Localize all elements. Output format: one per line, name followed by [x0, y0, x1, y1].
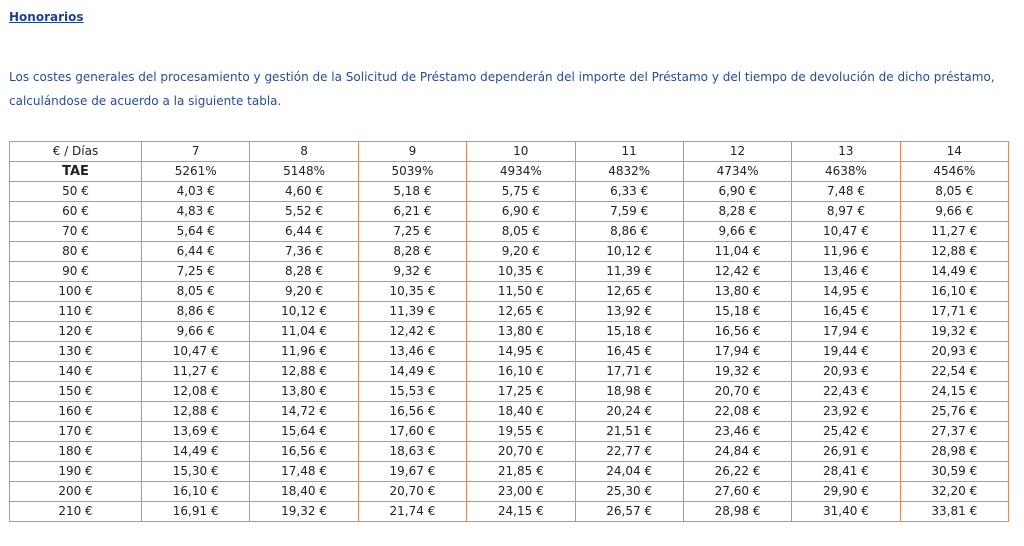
fee-cell: 13,92 € [575, 302, 683, 322]
fee-cell: 27,37 € [900, 422, 1008, 442]
fee-cell: 8,28 € [358, 242, 466, 262]
amount-cell: 190 € [10, 462, 142, 482]
table-row [10, 342, 1009, 362]
fees-table [9, 141, 1009, 522]
fee-cell: 31,40 € [792, 502, 900, 522]
fee-cell: 6,90 € [467, 202, 575, 222]
fee-cell: 25,30 € [575, 482, 683, 502]
table-row [10, 362, 1009, 382]
fee-cell: 8,97 € [792, 202, 900, 222]
fee-cell: 24,15 € [467, 502, 575, 522]
fee-cell: 24,84 € [683, 442, 791, 462]
fee-cell: 10,35 € [358, 282, 466, 302]
amount-cell: 150 € [10, 382, 142, 402]
fee-cell: 14,49 € [900, 262, 1008, 282]
fee-cell: 18,63 € [358, 442, 466, 462]
fee-cell: 13,69 € [142, 422, 250, 442]
amount-cell: 200 € [10, 482, 142, 502]
fee-cell: 5,18 € [358, 182, 466, 202]
tae-cell: 4546% [900, 162, 1008, 182]
fee-cell: 19,67 € [358, 462, 466, 482]
fee-cell: 7,36 € [250, 242, 358, 262]
table-row [10, 182, 1009, 202]
fee-cell: 16,10 € [900, 282, 1008, 302]
fee-cell: 15,53 € [358, 382, 466, 402]
table-row [10, 422, 1009, 442]
fee-cell: 12,88 € [900, 242, 1008, 262]
fee-cell: 10,12 € [575, 242, 683, 262]
table-row [10, 262, 1009, 282]
fee-cell: 17,71 € [575, 362, 683, 382]
fee-cell: 23,46 € [683, 422, 791, 442]
table-row [10, 462, 1009, 482]
days-header-row [10, 142, 1009, 162]
fee-cell: 15,18 € [683, 302, 791, 322]
fee-cell: 26,57 € [575, 502, 683, 522]
fee-cell: 13,80 € [683, 282, 791, 302]
tae-cell: 4934% [467, 162, 575, 182]
fee-cell: 10,35 € [467, 262, 575, 282]
fee-cell: 12,65 € [575, 282, 683, 302]
fee-cell: 11,27 € [900, 222, 1008, 242]
fee-cell: 10,47 € [142, 342, 250, 362]
fee-cell: 20,70 € [358, 482, 466, 502]
fee-cell: 8,05 € [142, 282, 250, 302]
fee-cell: 11,04 € [250, 322, 358, 342]
fee-cell: 11,96 € [250, 342, 358, 362]
fee-cell: 22,43 € [792, 382, 900, 402]
amount-cell: 50 € [10, 182, 142, 202]
fee-cell: 5,64 € [142, 222, 250, 242]
fee-cell: 20,24 € [575, 402, 683, 422]
tae-cell: 4734% [683, 162, 791, 182]
fee-cell: 17,60 € [358, 422, 466, 442]
fee-cell: 32,20 € [900, 482, 1008, 502]
fee-cell: 9,66 € [683, 222, 791, 242]
fee-cell: 14,95 € [467, 342, 575, 362]
fee-cell: 15,18 € [575, 322, 683, 342]
fee-cell: 6,90 € [683, 182, 791, 202]
fee-cell: 29,90 € [792, 482, 900, 502]
fee-cell: 30,59 € [900, 462, 1008, 482]
tae-cell: 5039% [358, 162, 466, 182]
fee-cell: 27,60 € [683, 482, 791, 502]
fee-cell: 21,74 € [358, 502, 466, 522]
fee-cell: 25,42 € [792, 422, 900, 442]
fee-cell: 11,04 € [683, 242, 791, 262]
fee-cell: 19,32 € [250, 502, 358, 522]
fee-cell: 20,70 € [683, 382, 791, 402]
fee-cell: 22,08 € [683, 402, 791, 422]
fee-cell: 8,05 € [900, 182, 1008, 202]
fee-cell: 19,44 € [792, 342, 900, 362]
tae-cell: 5261% [142, 162, 250, 182]
amount-cell: 210 € [10, 502, 142, 522]
fee-cell: 8,86 € [575, 222, 683, 242]
day-header: 11 [575, 142, 683, 162]
tae-label: TAE [10, 162, 142, 182]
amount-cell: 100 € [10, 282, 142, 302]
fee-cell: 5,75 € [467, 182, 575, 202]
fee-cell: 11,39 € [358, 302, 466, 322]
day-header: 12 [683, 142, 791, 162]
fee-cell: 16,91 € [142, 502, 250, 522]
fee-cell: 13,46 € [792, 262, 900, 282]
fee-cell: 6,44 € [250, 222, 358, 242]
fee-cell: 16,45 € [575, 342, 683, 362]
fee-cell: 17,71 € [900, 302, 1008, 322]
fee-cell: 26,22 € [683, 462, 791, 482]
table-row [10, 302, 1009, 322]
day-header: 9 [358, 142, 466, 162]
table-row [10, 222, 1009, 242]
fee-cell: 9,32 € [358, 262, 466, 282]
amount-cell: 60 € [10, 202, 142, 222]
day-header: 10 [467, 142, 575, 162]
amount-cell: 110 € [10, 302, 142, 322]
fee-cell: 9,20 € [467, 242, 575, 262]
day-header: 7 [142, 142, 250, 162]
fee-cell: 15,30 € [142, 462, 250, 482]
amount-cell: 180 € [10, 442, 142, 462]
fee-cell: 24,15 € [900, 382, 1008, 402]
fee-cell: 13,46 € [358, 342, 466, 362]
fee-cell: 9,20 € [250, 282, 358, 302]
fee-cell: 16,10 € [142, 482, 250, 502]
fee-cell: 25,76 € [900, 402, 1008, 422]
fee-cell: 19,32 € [900, 322, 1008, 342]
fee-cell: 6,44 € [142, 242, 250, 262]
table-row [10, 442, 1009, 462]
fee-cell: 20,70 € [467, 442, 575, 462]
amount-cell: 120 € [10, 322, 142, 342]
fee-cell: 12,88 € [142, 402, 250, 422]
fee-cell: 23,00 € [467, 482, 575, 502]
fee-cell: 12,65 € [467, 302, 575, 322]
fee-cell: 16,56 € [683, 322, 791, 342]
fee-cell: 17,94 € [792, 322, 900, 342]
intro-paragraph: Los costes generales del procesamiento y gestión de la Solicitud de Préstamo dependerán del importe del Préstamo y del tiempo de devolución de dicho préstamo, calculándose de acuerdo a la siguiente tabla. [9, 70, 995, 108]
fee-cell: 4,60 € [250, 182, 358, 202]
fee-cell: 6,21 € [358, 202, 466, 222]
fee-cell: 13,80 € [250, 382, 358, 402]
tae-cell: 4832% [575, 162, 683, 182]
fee-cell: 14,95 € [792, 282, 900, 302]
fee-cell: 7,25 € [358, 222, 466, 242]
fee-cell: 8,86 € [142, 302, 250, 322]
fee-cell: 16,10 € [467, 362, 575, 382]
fee-cell: 8,05 € [467, 222, 575, 242]
fee-cell: 7,25 € [142, 262, 250, 282]
amount-cell: 130 € [10, 342, 142, 362]
fee-cell: 4,03 € [142, 182, 250, 202]
fee-cell: 24,04 € [575, 462, 683, 482]
fee-cell: 8,28 € [683, 202, 791, 222]
amount-cell: 70 € [10, 222, 142, 242]
fee-cell: 9,66 € [142, 322, 250, 342]
fee-cell: 11,96 € [792, 242, 900, 262]
day-header: 8 [250, 142, 358, 162]
fee-cell: 12,42 € [358, 322, 466, 342]
fee-cell: 14,49 € [358, 362, 466, 382]
fee-cell: 10,12 € [250, 302, 358, 322]
fee-cell: 15,64 € [250, 422, 358, 442]
fee-cell: 12,08 € [142, 382, 250, 402]
fee-cell: 23,92 € [792, 402, 900, 422]
amount-cell: 90 € [10, 262, 142, 282]
fee-cell: 18,40 € [250, 482, 358, 502]
table-row [10, 242, 1009, 262]
fee-cell: 7,48 € [792, 182, 900, 202]
table-row [10, 282, 1009, 302]
tae-row [10, 162, 1009, 182]
fee-cell: 16,56 € [250, 442, 358, 462]
fee-cell: 11,50 € [467, 282, 575, 302]
fee-cell: 16,56 € [358, 402, 466, 422]
amount-cell: 160 € [10, 402, 142, 422]
amount-cell: 140 € [10, 362, 142, 382]
fee-cell: 13,80 € [467, 322, 575, 342]
day-header: 13 [792, 142, 900, 162]
tae-cell: 5148% [250, 162, 358, 182]
amount-cell: 170 € [10, 422, 142, 442]
amount-cell: 80 € [10, 242, 142, 262]
table-row [10, 322, 1009, 342]
fee-cell: 18,98 € [575, 382, 683, 402]
fee-cell: 17,94 € [683, 342, 791, 362]
tae-cell: 4638% [792, 162, 900, 182]
day-header: 14 [900, 142, 1008, 162]
fee-cell: 28,98 € [900, 442, 1008, 462]
table-row [10, 382, 1009, 402]
fee-cell: 20,93 € [900, 342, 1008, 362]
honorarios-heading-link[interactable]: Honorarios [9, 10, 84, 24]
fee-cell: 9,66 € [900, 202, 1008, 222]
fee-cell: 11,27 € [142, 362, 250, 382]
fee-cell: 17,48 € [250, 462, 358, 482]
fee-cell: 28,98 € [683, 502, 791, 522]
fee-cell: 14,49 € [142, 442, 250, 462]
fee-cell: 26,91 € [792, 442, 900, 462]
corner-header: € / Días [10, 142, 142, 162]
fee-cell: 33,81 € [900, 502, 1008, 522]
fee-cell: 12,42 € [683, 262, 791, 282]
fee-cell: 19,55 € [467, 422, 575, 442]
fee-cell: 20,93 € [792, 362, 900, 382]
fee-cell: 17,25 € [467, 382, 575, 402]
fee-cell: 7,59 € [575, 202, 683, 222]
fee-cell: 19,32 € [683, 362, 791, 382]
fee-cell: 4,83 € [142, 202, 250, 222]
fee-cell: 11,39 € [575, 262, 683, 282]
fee-cell: 10,47 € [792, 222, 900, 242]
table-row [10, 402, 1009, 422]
fee-cell: 12,88 € [250, 362, 358, 382]
fee-cell: 5,52 € [250, 202, 358, 222]
table-row [10, 502, 1009, 522]
fee-cell: 14,72 € [250, 402, 358, 422]
fee-cell: 16,45 € [792, 302, 900, 322]
fee-cell: 22,77 € [575, 442, 683, 462]
table-row [10, 202, 1009, 222]
fee-cell: 21,51 € [575, 422, 683, 442]
fee-cell: 6,33 € [575, 182, 683, 202]
fee-cell: 8,28 € [250, 262, 358, 282]
table-row [10, 482, 1009, 502]
fee-cell: 21,85 € [467, 462, 575, 482]
fee-cell: 22,54 € [900, 362, 1008, 382]
fee-cell: 18,40 € [467, 402, 575, 422]
fee-cell: 28,41 € [792, 462, 900, 482]
